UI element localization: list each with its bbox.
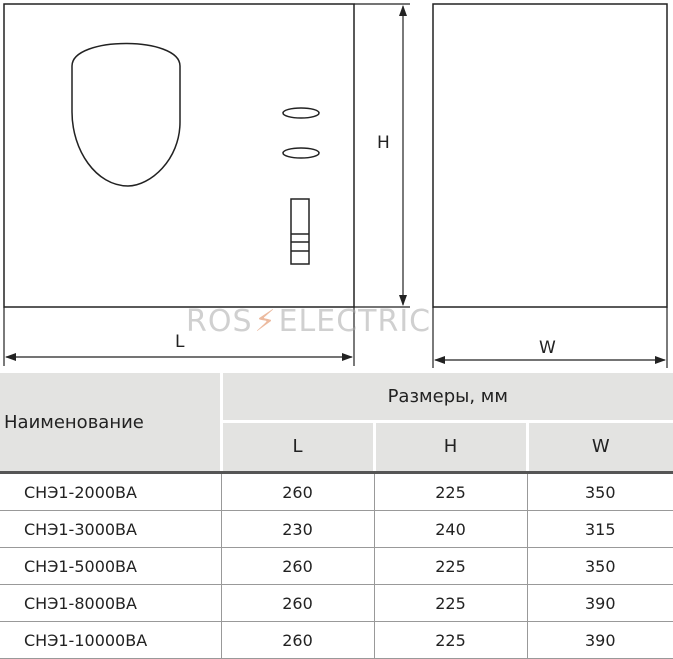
indicator-oval-bottom — [283, 148, 319, 158]
value-H: 225 — [374, 548, 527, 585]
watermark-right: ELECTRIC — [278, 304, 432, 339]
watermark-left: ROS — [186, 304, 253, 339]
label-H: H — [377, 133, 390, 153]
name-column-header: Наименование — [0, 373, 221, 473]
value-L: 260 — [221, 548, 374, 585]
value-W: 315 — [527, 511, 673, 548]
value-L: 260 — [221, 585, 374, 622]
table-row — [0, 548, 673, 585]
side-view — [433, 4, 667, 307]
value-L: 260 — [221, 473, 374, 511]
model-name: СНЭ1-2000ВА — [0, 473, 221, 511]
value-W: 350 — [527, 473, 673, 511]
indicator-oval-top — [283, 108, 319, 118]
brand-watermark — [186, 304, 431, 339]
value-L: 230 — [221, 511, 374, 548]
table-row — [0, 473, 673, 511]
lightning-bolt-icon: ⚡ — [254, 304, 277, 339]
table-row — [0, 585, 673, 622]
model-name: СНЭ1-10000ВА — [0, 622, 221, 659]
dimensions-group-header: Размеры, мм — [221, 373, 673, 421]
value-W: 390 — [527, 585, 673, 622]
header-L: L — [221, 421, 374, 472]
label-W: W — [539, 338, 556, 358]
value-H: 225 — [374, 585, 527, 622]
value-W: 350 — [527, 548, 673, 585]
value-H: 225 — [374, 473, 527, 511]
dimensions-table — [0, 373, 673, 659]
switch-shape — [291, 199, 309, 264]
label-L: L — [175, 332, 185, 352]
model-name: СНЭ1-5000ВА — [0, 548, 221, 585]
header-H: H — [374, 421, 527, 472]
header-W: W — [527, 421, 673, 472]
meter-window-shape — [72, 44, 180, 187]
value-H: 225 — [374, 622, 527, 659]
value-H: 240 — [374, 511, 527, 548]
dimension-H — [354, 4, 410, 307]
value-W: 390 — [527, 622, 673, 659]
value-L: 260 — [221, 622, 374, 659]
table-row — [0, 511, 673, 548]
front-view — [4, 4, 354, 307]
table-row — [0, 622, 673, 659]
model-name: СНЭ1-3000ВА — [0, 511, 221, 548]
model-name: СНЭ1-8000ВА — [0, 585, 221, 622]
